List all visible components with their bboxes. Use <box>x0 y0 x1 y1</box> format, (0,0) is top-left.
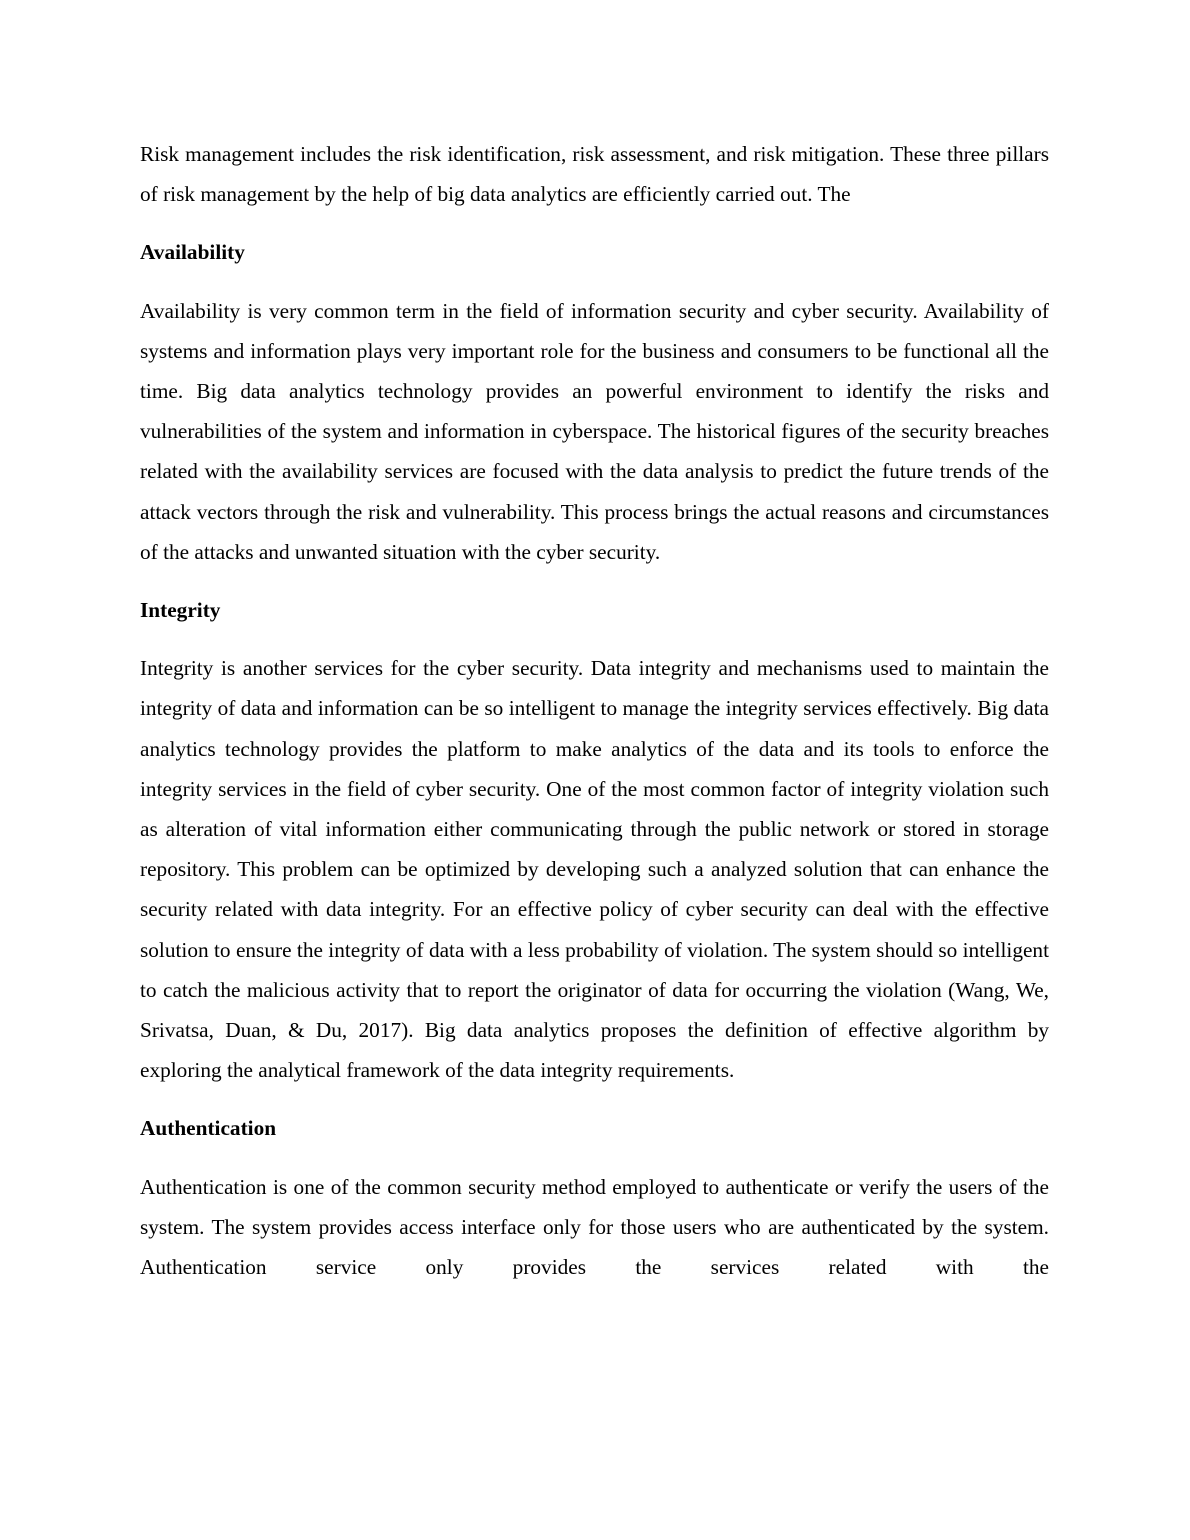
availability-paragraph: Availability is very common term in the field of information security and cyber security. Availability of systems and information plays very important role for the business and consumers to be functional all the time. Big data analytics technology provides an powerful environment to identify the risks and vulnerabilities of the system and information in cyberspace. The historical figures of the security breaches related with the availability services are focused with the data analysis to predict the future trends of the attack vectors through the risk and vulnerability. This process brings the actual reasons and circumstances of the attacks and unwanted situation with the cyber security. <box>140 298 1049 564</box>
authentication-heading: Authentication <box>140 1116 277 1141</box>
integrity-heading: Integrity <box>140 598 221 623</box>
integrity-paragraph: Integrity is another services for the cyber security. Data integrity and mechanisms used to maintain the integrity of data and information can be so intelligent to manage the integrity services effectively. Big data analytics technology provides the platform to make analytics of the data and its tools to enforce the integrity services in the field of cyber security. One of the most common factor of integrity violation such as alteration of vital information either communicating through the public network or stored in storage repository. This problem can be optimized by developing such a analyzed solution that can enhance the security related with data integrity. For an effective policy of cyber security can deal with the effective solution to ensure the integrity of data with a less probability of violation. The system should so intelligent to catch the malicious activity that to report the originator of data for occurring the violation (Wang, We, Srivatsa, Duan, & Du, 2017). Big data analytics proposes the definition of effective algorithm by exploring the analytical framework of the data integrity requirements. <box>140 656 1049 1083</box>
availability-heading: Availability <box>140 240 245 265</box>
authentication-paragraph: Authentication is one of the common security method employed to authenticate or verify the users of the system. The system provides access interface only for those users who are authenticated by the system. Authentication service only provides the services related with the <box>140 1174 1049 1280</box>
document-body <box>140 134 1049 1287</box>
intro-paragraph: Risk management includes the risk identification, risk assessment, and risk mitigation. These three pillars of risk management by the help of big data analytics are efficiently carried out. The <box>140 142 1049 207</box>
